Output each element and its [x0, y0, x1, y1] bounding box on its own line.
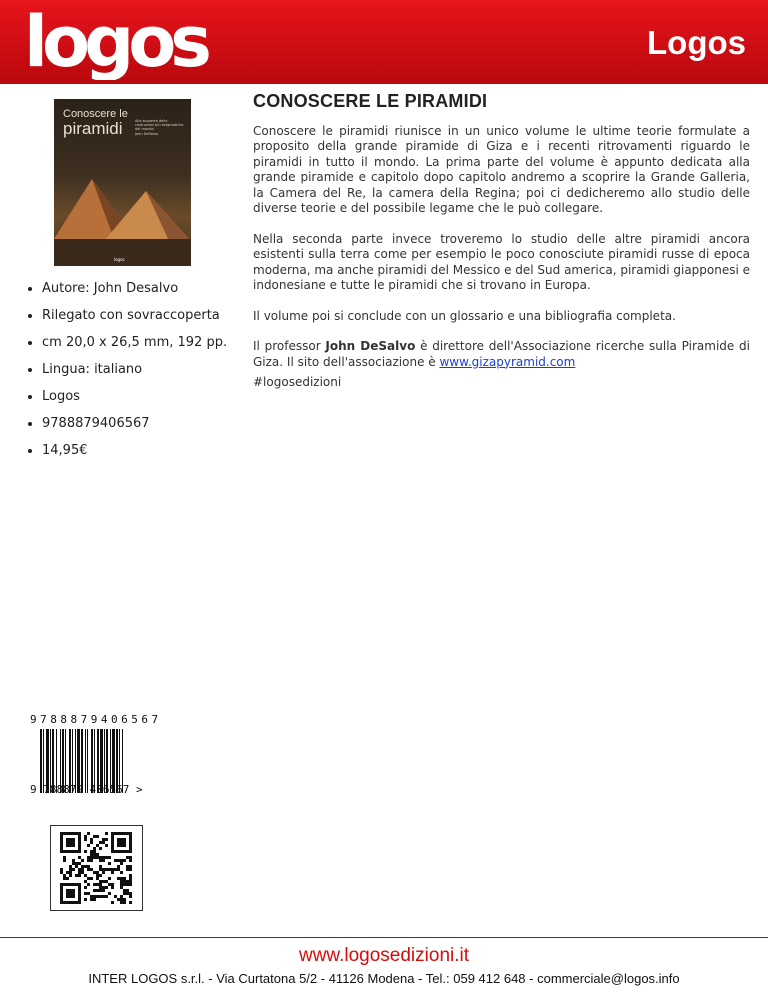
author-name: John DeSalvo: [325, 339, 416, 353]
description-paragraph-4: [253, 339, 750, 370]
book-title: CONOSCERE LE PIRAMIDI: [253, 91, 488, 111]
fact-author: • Autore: John Desalvo: [42, 276, 232, 301]
qr-code-icon: [50, 825, 143, 911]
footer-divider: [0, 937, 768, 938]
logos-logo: [22, 4, 222, 80]
hashtag: #logosedizioni: [253, 375, 342, 389]
cover-subtitle: Alla scoperta delle costruzioni più enigmatiche del mondo: [135, 119, 184, 131]
cover-author: John DeSalvo: [135, 132, 159, 136]
description-paragraph-1: Conoscere le piramidi riunisce in un unico volume le ultime teorie formulate a proposito della grande piramide di Giza e i recenti ritrovamenti riguardo le piramidi in tutto il mondo. La prima parte del volume è appunto dedicata alla grande piramide e capitolo dopo capitolo andremo a scoprire la Grande Galleria, la Camera del Re, la camera della Regina; poi ci dedicheremo allo studio delle diverse teorie e del possibile legame che le può collegare.: [253, 123, 750, 215]
cover-title-line1: Conoscere le: [63, 108, 128, 120]
description-paragraph-2: Nella seconda parte invece troveremo lo studio delle altre piramidi ancora esistenti sulla terra come per esempio le poco conosciute piramidi russe di epoca moderna, ma anche piramidi del Messico e del Sud america, piramidi giapponesi e indonesiane e tutte le piramidi che si trovano in Europa.: [253, 231, 751, 292]
page-header: [0, 0, 768, 84]
association-website-link[interactable]: www.gizapyramid.com: [439, 354, 576, 369]
barcode-bottom-digits: 9 788879 406567 >: [30, 783, 143, 796]
fact-isbn: • 9788879406567: [42, 411, 232, 436]
svg-text:logos: logos: [24, 4, 206, 80]
footer-address: INTER LOGOS s.r.l. - Via Curtatona 5/2 - 41126 Modena - Tel.: 059 412 648 - commerciale@logos.info: [88, 971, 680, 986]
brand-label: Logos: [647, 24, 746, 61]
fact-publisher: • Logos: [42, 384, 232, 409]
author-bio-text: è direttore dell'Associazione ricerche sulla Piramide di Giza. Il sito dell'associazione è: [253, 339, 750, 369]
book-cover: [54, 99, 191, 266]
fact-language: • Lingua: italiano: [42, 357, 232, 382]
book-facts-list: [22, 276, 232, 465]
fact-price: • 14,95€: [42, 438, 232, 463]
pyramids-illustration: [54, 169, 191, 266]
author-intro-text: Il professor: [253, 339, 326, 353]
fact-size-pages: • cm 20,0 x 26,5 mm, 192 pp.: [42, 330, 232, 355]
description-paragraph-3: Il volume poi si conclude con un glossario e una bibliografia completa.: [253, 308, 676, 323]
fact-binding: • Rilegato con sovraccoperta: [42, 303, 232, 328]
barcode-top-digits: 9788879406567: [30, 713, 162, 726]
cover-publisher-mark: logos: [114, 257, 125, 262]
footer-website[interactable]: www.logosedizioni.it: [298, 945, 470, 966]
book-description: [253, 91, 751, 406]
cover-title-line2: piramidi: [63, 119, 123, 138]
